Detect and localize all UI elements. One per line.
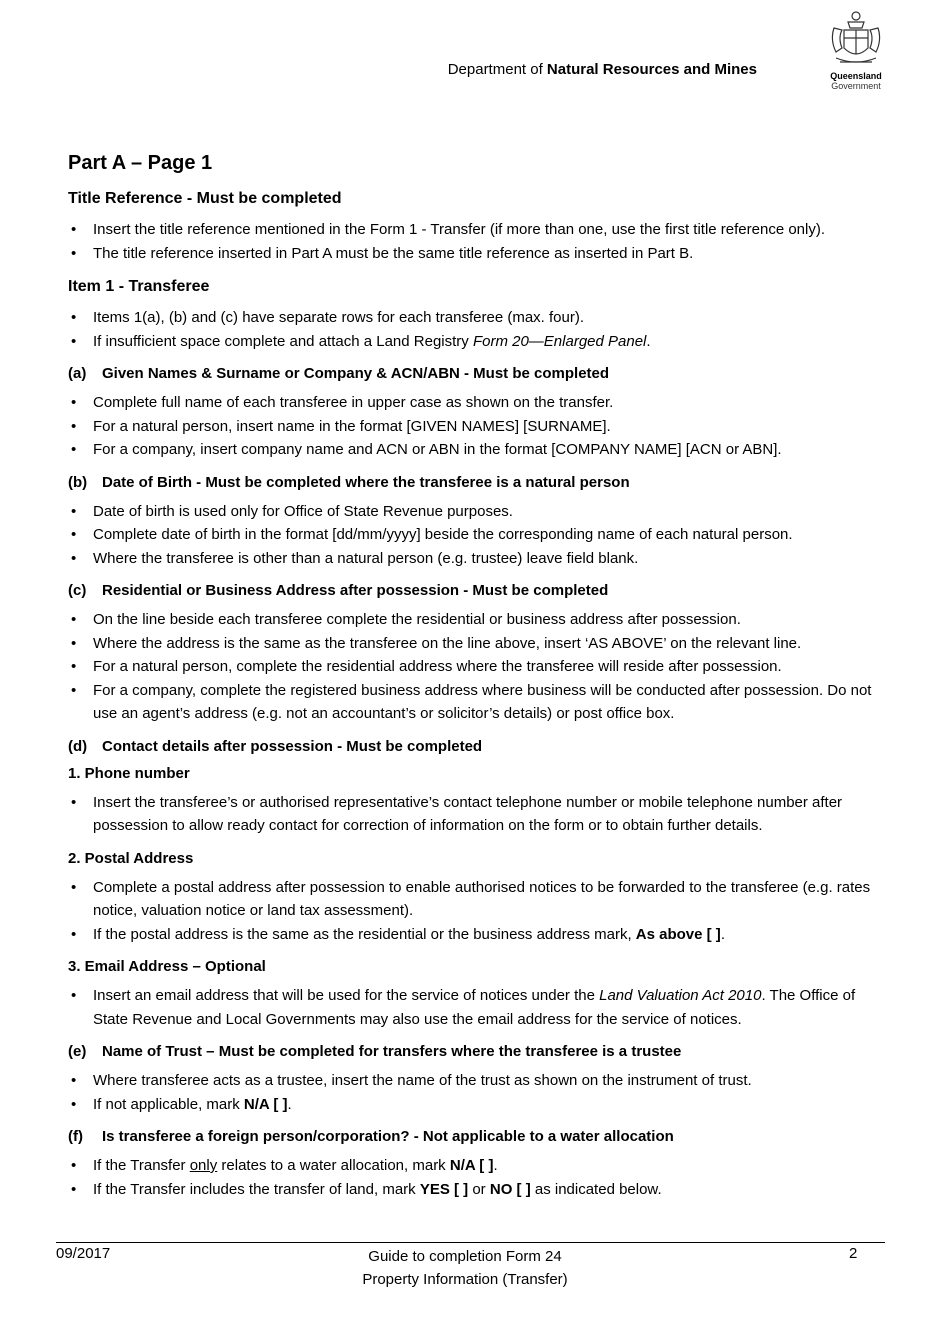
phone-number-heading: 1. Phone number bbox=[68, 764, 190, 782]
section-c-heading: (c) Residential or Business Address after possession - Must be completed bbox=[68, 582, 609, 599]
list-item: • Complete date of birth in the format [dd/mm/yyyy] beside the corresponding name of each natural person. bbox=[68, 523, 888, 547]
section-d-heading: (d) Contact details after possession - Must be completed bbox=[68, 737, 483, 755]
list-item: • Date of birth is used only for Office of State Revenue purposes. bbox=[68, 500, 888, 524]
page-title: Part A – Page 1 bbox=[68, 152, 213, 174]
section-f-list bbox=[68, 1154, 888, 1201]
list-item: • Where the transferee is other than a natural person (e.g. trustee) leave field blank. bbox=[68, 547, 888, 571]
queensland-government-logo bbox=[823, 8, 889, 96]
list-item: • If the Transfer only relates to a water allocation, mark N/A [ ]. bbox=[68, 1154, 888, 1178]
list-item: • For a company, complete the registered business address where business will be conducted after possession. Do not use an agent’s address (e.g. not an accountant’s or solicitor’s details) or post office box. bbox=[68, 679, 888, 726]
list-item: • For a natural person, complete the residential address where the transferee will reside after possession. bbox=[68, 655, 888, 679]
section-b-list bbox=[68, 500, 888, 571]
postal-address-heading: 2. Postal Address bbox=[68, 849, 194, 867]
list-item: • For a natural person, insert name in the format [GIVEN NAMES] [SURNAME]. bbox=[68, 415, 888, 439]
list-item: • Where transferee acts as a trustee, insert the name of the trust as shown on the instrument of trust. bbox=[68, 1069, 888, 1093]
item1-heading: Item 1 - Transferee bbox=[68, 278, 210, 295]
list-item: • For a company, insert company name and ACN or ABN in the format [COMPANY NAME] [ACN or ABN]. bbox=[68, 438, 888, 462]
email-address-list bbox=[68, 984, 888, 1031]
main-content bbox=[68, 150, 888, 1212]
list-item: • Insert the title reference mentioned in the Form 1 - Transfer (if more than one, use the first title reference only). bbox=[68, 218, 888, 242]
list-item: • Complete a postal address after possession to enable authorised notices to be forwarded to the transferee (e.g. rates notice, valuation notice or land tax assessment). bbox=[68, 876, 888, 923]
list-item: • If not applicable, mark N/A [ ]. bbox=[68, 1093, 888, 1117]
phone-number-list bbox=[68, 791, 888, 838]
footer-document-title: Guide to completion Form 24 Property Information (Transfer) bbox=[362, 1248, 568, 1288]
title-reference-heading: Title Reference - Must be completed bbox=[68, 190, 342, 207]
list-item: • Complete full name of each transferee in upper case as shown on the transfer. bbox=[68, 391, 888, 415]
section-e-list bbox=[68, 1069, 888, 1116]
list-item: • If the postal address is the same as the residential or the business address mark, As above [ ]. bbox=[68, 923, 888, 947]
title-reference-list bbox=[68, 218, 888, 265]
list-item: • Where the address is the same as the transferee on the line above, insert ‘AS ABOVE’ on the relevant line. bbox=[68, 632, 888, 656]
section-f-heading: (f) Is transferee a foreign person/corporation? - Not applicable to a water allocation bbox=[68, 1128, 674, 1145]
logo-queensland: Queensland bbox=[830, 71, 882, 81]
section-e-heading: (e) Name of Trust – Must be completed for transfers where the transferee is a trustee bbox=[68, 1043, 682, 1060]
section-c-list bbox=[68, 608, 888, 726]
footer-divider bbox=[56, 1242, 885, 1243]
list-item: • Insert an email address that will be used for the service of notices under the Land Valuation Act 2010. The Office of State Revenue and Local Governments may also use the email address for the service of notices. bbox=[68, 984, 888, 1031]
list-item: • If the Transfer includes the transfer of land, mark YES [ ] or NO [ ] as indicated below. bbox=[68, 1178, 888, 1202]
email-address-heading: 3. Email Address – Optional bbox=[68, 958, 266, 975]
section-a-list bbox=[68, 391, 888, 462]
department-name: Department of Natural Resources and Mines bbox=[447, 61, 757, 78]
list-item: • On the line beside each transferee complete the residential or business address after possession. bbox=[68, 608, 888, 632]
footer-date: 09/2017 bbox=[56, 1245, 111, 1262]
list-item: • The title reference inserted in Part A must be the same title reference as inserted in Part B. bbox=[68, 242, 888, 266]
list-item: • Items 1(a), (b) and (c) have separate rows for each transferee (max. four). bbox=[68, 306, 888, 330]
coat-of-arms-icon bbox=[826, 8, 886, 70]
list-item: • If insufficient space complete and attach a Land Registry Form 20—Enlarged Panel. bbox=[68, 330, 888, 354]
item1-list bbox=[68, 306, 888, 353]
section-a-heading: (a) Given Names & Surname or Company & ACN/ABN - Must be completed bbox=[68, 365, 610, 382]
postal-address-list bbox=[68, 876, 888, 947]
section-b-heading: (b) Date of Birth - Must be completed where the transferee is a natural person bbox=[68, 473, 630, 491]
page-number: 2 bbox=[849, 1245, 858, 1262]
list-item: • Insert the transferee’s or authorised representative’s contact telephone number or mobile telephone number after possession to allow ready contact for correction of information on the form or to obtain further details. bbox=[68, 791, 888, 838]
logo-government: Government bbox=[831, 81, 881, 91]
